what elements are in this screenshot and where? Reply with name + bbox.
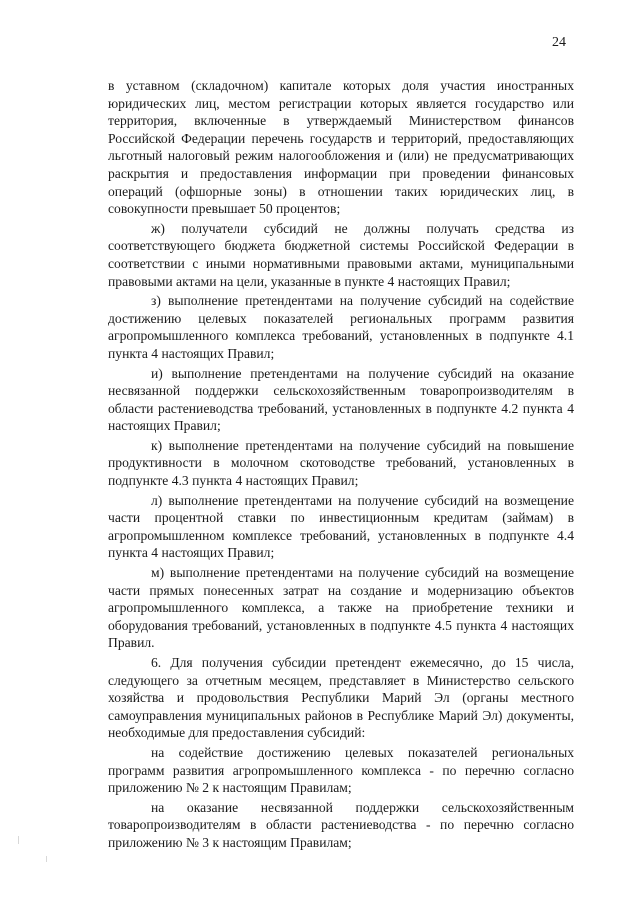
paragraph-item-m: м) выполнение претендентами на получение субсидий на возмещение части прямых понесенных затрат на создание и модернизацию объектов агропромышленного комплекса, а также на приобретение техники и оборудования требований, установленных в подпункте 4.5 пункта 4 настоящих Правил. — [108, 565, 574, 651]
paragraph-section-6: 6. Для получения субсидии претендент ежемесячно, до 15 числа, следующего за отчетным месяцем, представляет в Министерство сельского хозяйства и продовольствия Республики Марий Эл (органы местного самоуправления муниципальных районов в Республике Марий Эл) документы, необходимые для предоставления субсидий: — [108, 655, 574, 741]
paragraph-item-k: к) выполнение претендентами на получение субсидий на повышение продуктивности в молочном скотоводстве требований, установленных в подпункте 4.3 пункта 4 настоящих Правил; — [108, 437, 574, 489]
paragraph-list-crop-support: на оказание несвязанной поддержки сельскохозяйственным товаропроизводителям в области растениеводства - по перечню согласно приложению № 3 к настоящим Правилам; — [108, 799, 574, 850]
paragraph-item-z: з) выполнение претендентами на получение субсидий на содействие достижению целевых показателей региональных программ развития агропромышленного комплекса требований, установленных в подпункте 4.1 пункта 4 настоящих Правил; — [108, 293, 574, 361]
paragraph-item-i: и) выполнение претендентами на получение субсидий на оказание несвязанной поддержки сельскохозяйственным товаропроизводителям в области растениеводства требований, установленных в подпункте 4.2 пункта 4 настоящих Правил; — [108, 365, 574, 434]
paragraph-item-l: л) выполнение претендентами на получение субсидий на возмещение части процентной ставки по инвестиционным кредитам (займам) в агропромышленном комплексе требований, установленных в подпункте 4.4 пункта 4 настоящих Правил; — [108, 492, 574, 561]
page-number: 24 — [552, 35, 566, 50]
document-body — [108, 77, 574, 854]
paragraph-list-target-indicators: на содействие достижению целевых показателей региональных программ развития агропромышленного комплекса - по перечню согласно приложению № 2 к настоящим Правилам; — [108, 744, 574, 796]
scan-artifact — [18, 836, 19, 844]
scan-artifact — [46, 856, 47, 862]
paragraph-continuation: в уставном (складочном) капитале которых доля участия иностранных юридических лиц, местом регистрации которых является государство или территория, включенные в утверждаемый Министерством финансов Российской Федерации перечень государств и территорий, предоставляющих льготный налоговый режим налогообложения и (или) не предусматривающих раскрытия и предоставления информации при проведении финансовых операций (офшорные зоны) в отношении таких юридических лиц, в совокупности превышает 50 процентов; — [108, 78, 574, 217]
paragraph-item-zh: ж) получатели субсидий не должны получать средства из соответствующего бюджета бюджетной системы Российской Федерации в соответствии с иными нормативными правовыми актами, муниципальными правовыми актами на цели, указанные в пункте 4 настоящих Правил; — [108, 220, 574, 289]
